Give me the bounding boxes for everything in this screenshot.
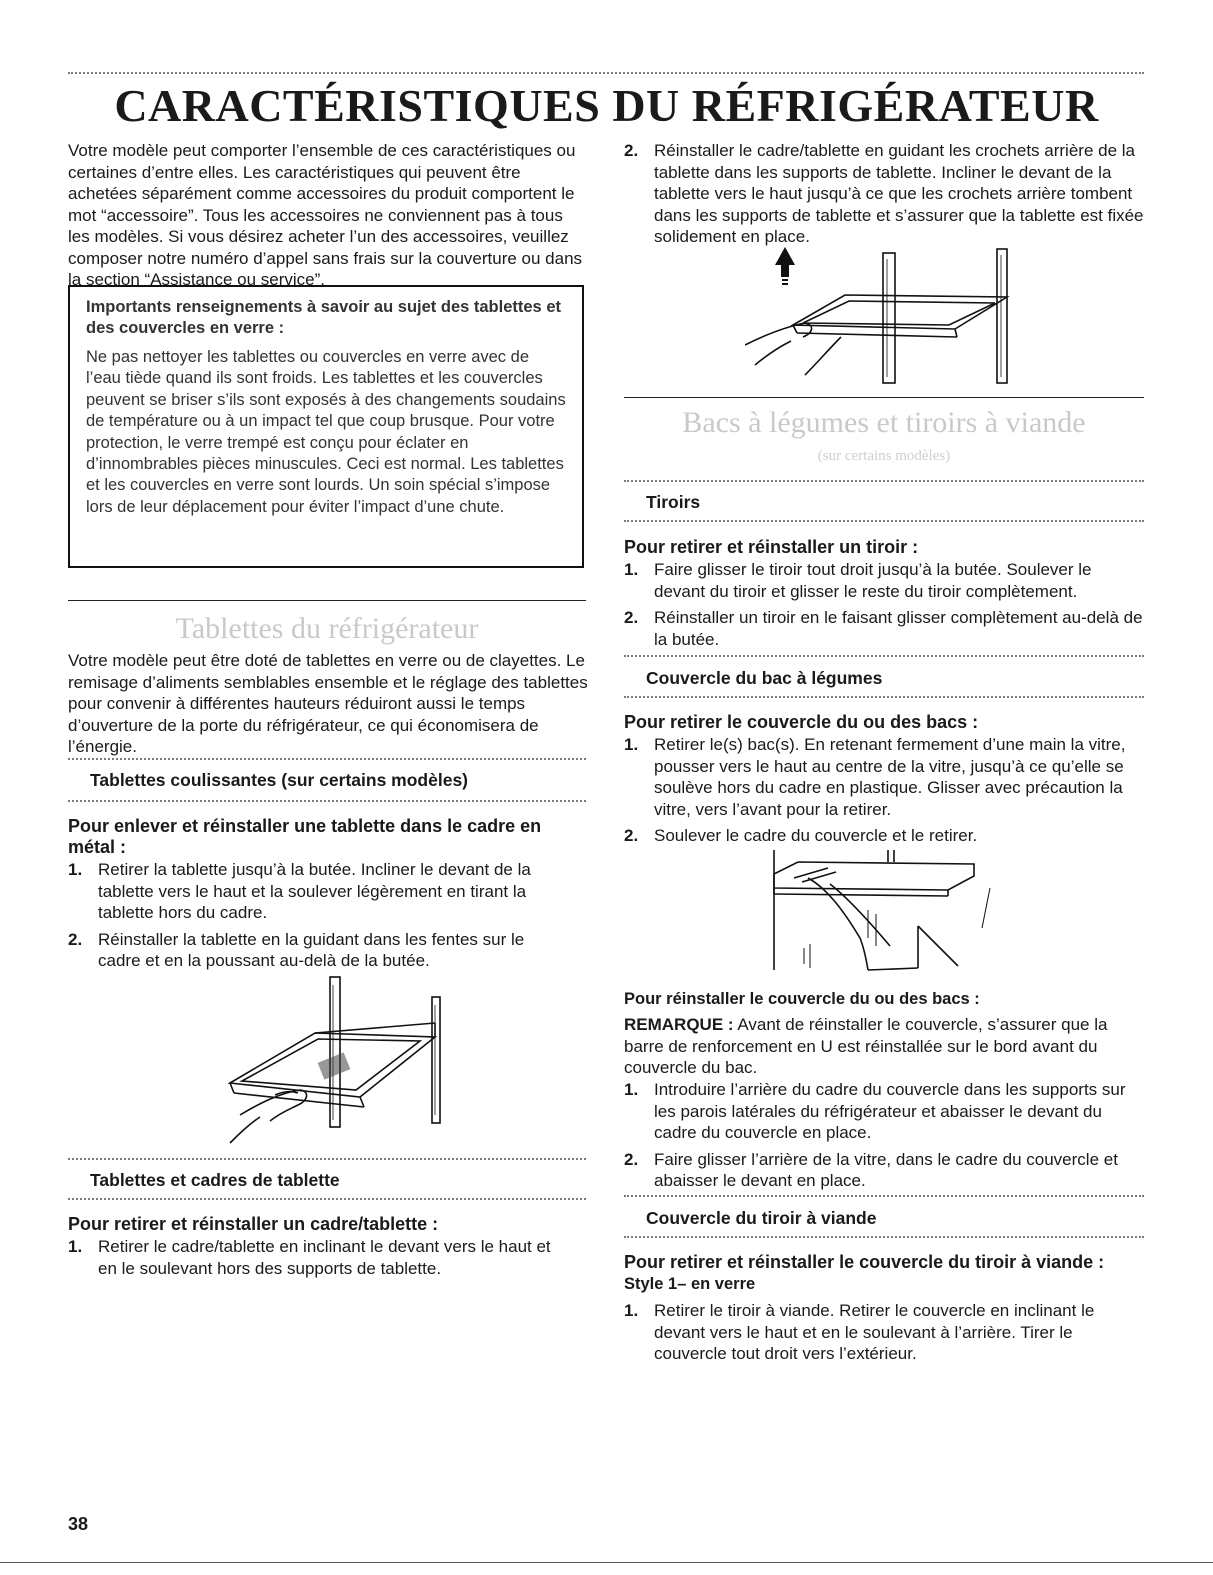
- step-text: Retirer le(s) bac(s). En retenant fermement d’une main la vitre, pousser vers le haut au centre de la vitre, jusqu’à ce qu’elle se soulève hors du cadre en plastique. Glisser avec précaution la vitre, vers l’avant pour la retirer.: [654, 735, 1126, 819]
- rule: [68, 800, 586, 802]
- list-item: [624, 825, 1144, 847]
- step-text: Retirer la tablette jusqu’à la butée. Incliner le devant de la tablette vers le haut et la soulever légèrement en tirant la tablette hors du cadre.: [98, 860, 531, 922]
- page-number: 38: [68, 1514, 89, 1534]
- list-item: [624, 1149, 1144, 1192]
- step-text: Réinstaller un tiroir en le faisant glisser complètement au-delà de la butée.: [654, 608, 1143, 649]
- rule: [624, 655, 1144, 657]
- note-label: REMARQUE :: [624, 1015, 734, 1034]
- sliding-shelves-steps: [68, 859, 568, 977]
- glass-shelf-warning-box: [68, 285, 584, 568]
- step-number: 1.: [68, 1237, 83, 1256]
- sliding-shelf-illustration: [220, 975, 460, 1145]
- step-text: Faire glisser le tiroir tout droit jusqu’à la butée. Soulever le devant du tiroir et glisser le reste du tiroir complètement.: [654, 560, 1092, 601]
- bins-section-title: Bacs à légumes et tiroirs à viande: [682, 406, 1086, 439]
- drawers-steps: [624, 559, 1144, 655]
- drawers-heading: Pour retirer et réinstaller un tiroir :: [624, 537, 919, 557]
- step-number: 1.: [624, 1080, 639, 1099]
- bins-section-subtitle: (sur certains modèles): [817, 448, 951, 464]
- rule: [624, 480, 1144, 482]
- list-item: [624, 734, 1144, 820]
- step-number: 2.: [624, 826, 639, 845]
- rule: [68, 1158, 586, 1160]
- step-text: Soulever le cadre du couvercle et le retirer.: [654, 826, 978, 845]
- section-rule-bins: [624, 397, 1144, 398]
- meat-cover-heading: Pour retirer et réinstaller le couvercle du tiroir à viande :: [624, 1252, 1105, 1272]
- list-item: [68, 859, 568, 924]
- step-number: 1.: [68, 860, 83, 879]
- crisper-cover-reinstall-heading: Pour réinstaller le couvercle du ou des bacs :: [624, 990, 980, 1008]
- step-text: Retirer le cadre/tablette en inclinant le devant vers le haut et en le soulevant hors des supports de tablette.: [98, 1237, 551, 1278]
- shelves-intro: Votre modèle peut être doté de tablettes en verre ou de clayettes. Le remisage d’aliments semblables ensemble et le réglage des tablettes pour convenir à différentes hauteurs réduiront aussi le temps d’ouverture de la porte du réfrigérateur, ce qui économisera de l’énergie.: [68, 651, 588, 756]
- list-item: [68, 929, 568, 972]
- rule: [68, 1198, 586, 1200]
- rule: [624, 520, 1144, 522]
- step-number: 1.: [624, 735, 639, 754]
- rule: [624, 1195, 1144, 1197]
- crisper-cover-remove-heading: Pour retirer le couvercle du ou des bacs :: [624, 712, 979, 732]
- step-text: Réinstaller le cadre/tablette en guidant les crochets arrière de la tablette dans les supports de tablette. Incliner le devant de la tablette vers le haut jusqu’à ce que les crochets arrière tombent dans les supports de tablette et s’assurer que la tablette est fixée solidement en place.: [654, 141, 1144, 246]
- shelf-frames-subhead: Tablettes et cadres de tablette: [90, 1170, 340, 1190]
- step-text: Introduire l’arrière du cadre du couvercle dans les supports sur les parois latérales du réfrigérateur et abaisser le devant du cadre du couvercle en place.: [654, 1080, 1126, 1142]
- warning-box-title: Importants renseignements à savoir au sujet des tablettes et des couvercles en verre :: [86, 298, 561, 337]
- shelf-frames-steps-left: [68, 1236, 568, 1284]
- step-number: 1.: [624, 1301, 639, 1320]
- drawers-subhead: Tiroirs: [646, 492, 701, 512]
- intro-paragraph: Votre modèle peut comporter l’ensemble de ces caractéristiques ou certaines d’entre elles. Les caractéristiques qui peuvent être achetées séparément comme accessoires du produit comportent le mot “accessoire”. Tous les accessoires ne conviennent pas à tous les modèles. Si vous désirez acheter l’un des accessoires, veuillez composer notre numéro d’appel sans frais sur la couverture ou dans la section “Assistance ou service”.: [68, 141, 583, 289]
- note-text: Avant de réinstaller le couvercle, s’assurer que la barre de renforcement en U est réinstallée sur le bord avant du couvercle du bac.: [624, 1015, 1108, 1077]
- list-item: [624, 1079, 1144, 1144]
- crisper-cover-illustration: [768, 848, 1008, 973]
- meat-cover-style: Style 1– en verre: [624, 1275, 756, 1293]
- crisper-cover-remove-steps: [624, 734, 1144, 852]
- step-text: Faire glisser l’arrière de la vitre, dans le cadre du couvercle et abaisser le devant en place.: [654, 1149, 1118, 1190]
- sliding-shelves-subhead: Tablettes coulissantes (sur certains modèles): [90, 770, 469, 790]
- step-number: 2.: [624, 1149, 639, 1169]
- sliding-shelves-heading: Pour enlever et réinstaller une tablette dans le cadre en métal :: [68, 816, 542, 857]
- list-item: [624, 1300, 1144, 1365]
- step-number: 1.: [624, 560, 639, 579]
- rule: [624, 1236, 1144, 1238]
- shelf-frames-heading: Pour retirer et réinstaller un cadre/tablette :: [68, 1214, 439, 1234]
- rule: [68, 758, 586, 760]
- list-item: [624, 559, 1144, 602]
- step-number: 2.: [68, 929, 83, 949]
- warning-box-text: Ne pas nettoyer les tablettes ou couvercles en verre avec de l’eau tiède quand ils sont froids. Les tablettes et les couvercles peuvent se briser s’ils sont exposés à des changements soudains de température ou à un impact tel que coup brusque. Pour votre protection, le verre trempé est conçu pour éclater en d’innombrables pièces minuscules. Ceci est normal. Les tablettes et les couvercles en verre sont lourds. Un soin spécial s’impose lors de leur déplacement pour éviter l’impact d’une chute.: [86, 348, 566, 516]
- list-item: [624, 607, 1144, 650]
- section-rule-shelves: [68, 600, 586, 601]
- step-number: 2.: [624, 608, 639, 627]
- shelf-frame-illustration: [745, 245, 1015, 385]
- top-rule: [68, 72, 1144, 74]
- step-text: Réinstaller la tablette en la guidant dans les fentes sur le cadre et en la poussant au-delà de la butée.: [98, 929, 525, 970]
- crisper-cover-reinstall-steps: [624, 1079, 1144, 1197]
- step-number: 2.: [624, 141, 639, 160]
- shelf-frames-steps-right: [624, 140, 1144, 253]
- crisper-cover-note: [624, 1014, 1144, 1079]
- crisper-cover-subhead: Couvercle du bac à légumes: [646, 668, 883, 688]
- bottom-rule: [0, 1562, 1213, 1563]
- page-title: CARACTÉRISTIQUES DU RÉFRIGÉRATEUR: [114, 80, 1099, 131]
- shelves-section-title: Tablettes du réfrigérateur: [175, 612, 479, 645]
- rule: [624, 696, 1144, 698]
- list-item: [68, 1236, 568, 1279]
- meat-cover-steps: [624, 1300, 1144, 1370]
- meat-cover-subhead: Couvercle du tiroir à viande: [646, 1208, 877, 1228]
- step-text: Retirer le tiroir à viande. Retirer le couvercle en inclinant le devant vers le haut et en le soulevant à l’arrière. Tirer le couvercle tout droit vers l’extérieur.: [654, 1301, 1095, 1363]
- list-item: [624, 140, 1144, 248]
